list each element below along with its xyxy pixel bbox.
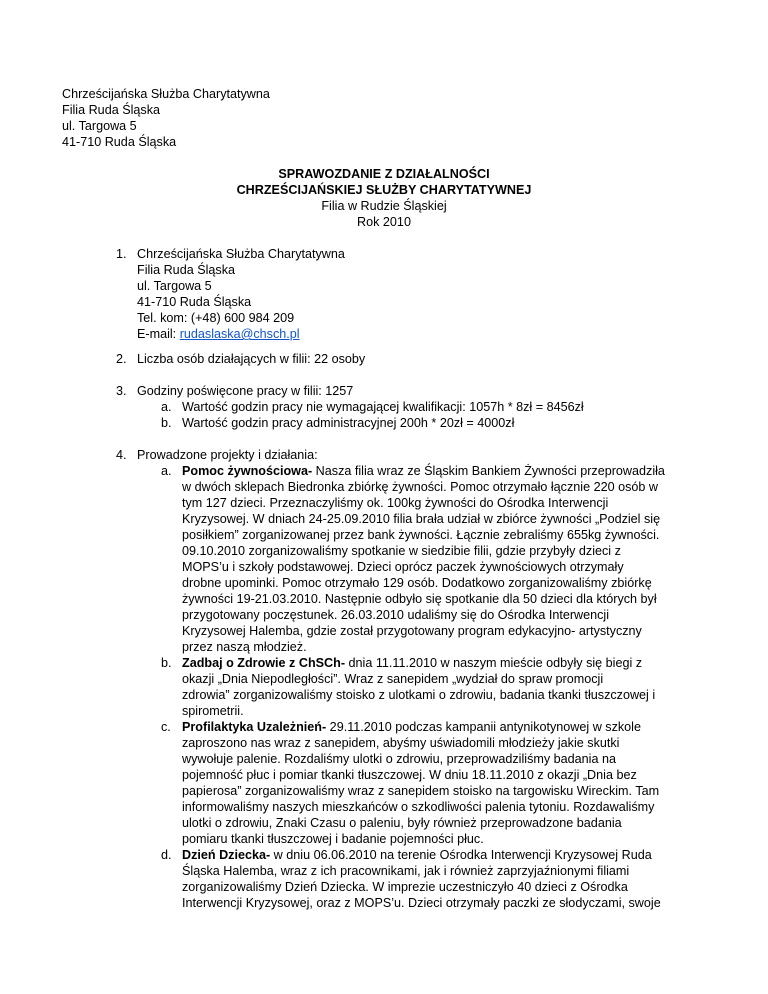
- sub-letter: b.: [161, 416, 172, 430]
- project-addiction-prevention: [161, 719, 681, 847]
- project-line: informowaliśmy naszych mieszkańców o szkodliwości palenia tytoniu. Rozdawaliśmy: [182, 800, 655, 814]
- item-2-number: 2.: [116, 352, 127, 366]
- sub-letter: d.: [161, 848, 172, 862]
- project-heading: Zadbaj o Zdrowie z ChSCh-: [182, 656, 346, 670]
- project-line: 29.11.2010 podczas kampanii antynikotynowej w szkole: [326, 720, 641, 734]
- title-line: SPRAWOZDANIE Z DZIAŁALNOŚCI: [278, 167, 490, 181]
- project-line: Kryzysowej Halemba, gdzie został przygotowany program edykacyjno- artystyczny: [182, 624, 642, 638]
- contact-line: 41-710 Ruda Śląska: [137, 295, 252, 309]
- sender-line: 41-710 Ruda Śląska: [62, 135, 177, 149]
- project-line: okazji „Dnia Niepodległości”. Wraz z sanepidem „wydział do spraw promocji: [182, 672, 604, 686]
- project-line: pojemność płuc i pomiar tkanki tłuszczowej. W dniu 18.11.2010 z okazji „Dnia bez: [182, 768, 637, 782]
- item-2-text: [137, 351, 365, 367]
- item-4-number: 4.: [116, 448, 127, 462]
- item-3-text: [137, 383, 353, 399]
- project-line: Śląska Halemba, wraz z ich pracownikami, jak i również zaprzyjaźnionymi filiami: [182, 864, 630, 878]
- sub-letter: a.: [161, 400, 172, 414]
- project-line: ulotki o zdrowiu, Znaki Czasu o paleniu, były również przeprowadzone badania: [182, 816, 622, 830]
- contact-email-line: [137, 326, 345, 342]
- project-line: wywołuje palenie. Rozdaliśmy ulotki o zdrowiu, przeprowadziliśmy badania na: [182, 752, 616, 766]
- project-line: Interwencji Kryzysowej, oraz z MOPS’u. Dzieci otrzymały paczki ze słodyczami, swoje: [182, 896, 661, 910]
- project-line: papierosa” zorganizowaliśmy wraz z sanepidem stoisko na targowisku Wireckim. Tam: [182, 784, 660, 798]
- project-line: tym 127 dzieci. Przeznaczyliśmy ok. 100kg żywności do Ośrodka Interwencji: [182, 496, 609, 510]
- document-title: [0, 166, 768, 230]
- project-line: Nasza filia wraz ze Śląskim Bankiem Żywności przeprowadziła: [312, 464, 665, 478]
- project-line: w dwóch sklepach Biedronka zbiórkę żywności. Pomoc otrzymało łącznie 220 osób w: [182, 480, 658, 494]
- project-childrens-day: [161, 847, 681, 911]
- project-heading: Pomoc żywnościowa-: [182, 464, 313, 478]
- project-line: spirometrii.: [182, 704, 244, 718]
- sub-text: Wartość godzin pracy administracyjnej 200h * 20zł = 4000zł: [182, 416, 515, 430]
- project-text: [182, 847, 681, 911]
- sub-text: Wartość godzin pracy nie wymagającej kwalifikacji: 1057h * 8zł = 8456zł: [182, 400, 584, 414]
- contact-line: Filia Ruda Śląska: [137, 263, 235, 277]
- project-heading: Dzień Dziecka-: [182, 848, 271, 862]
- project-text: [182, 655, 681, 719]
- item-4-text: [137, 447, 318, 463]
- item-1-contact: [137, 246, 345, 342]
- sub-letter: b.: [161, 656, 172, 670]
- contact-line: Chrześcijańska Służba Charytatywna: [137, 247, 345, 261]
- sender-line: Filia Ruda Śląska: [62, 103, 160, 117]
- project-line: przez naszą młodzież.: [182, 640, 307, 654]
- item-3-line: Godziny poświęcone pracy w filii: 1257: [137, 384, 354, 398]
- project-line: w dniu 06.06.2010 na terenie Ośrodka Interwencji Kryzysowej Ruda: [270, 848, 652, 862]
- item-3-number: 3.: [116, 384, 127, 398]
- project-line: dnia 11.11.2010 w naszym mieście odbyły się biegi z: [345, 656, 643, 670]
- project-text: [182, 719, 681, 847]
- project-line: Kryzysowej. W dniach 24-25.09.2010 filia brała udział w zbiórce żywności „Podziel się: [182, 512, 661, 526]
- project-line: zaproszono nas wraz z sanepidem, abyśmy uświadomili młodzieży jakie skutki: [182, 736, 620, 750]
- sender-line: ul. Targowa 5: [62, 119, 137, 133]
- sender-address: [62, 86, 270, 150]
- contact-line: Tel. kom: (+48) 600 984 209: [137, 311, 295, 325]
- project-line: pomiaru tkanki tłuszczowej i badanie pojemności płuc.: [182, 832, 484, 846]
- project-line: zorganizowaliśmy Dzień Dziecka. W imprezie uczestniczyło 40 dzieci z Ośrodka: [182, 880, 628, 894]
- item-2-line: Liczba osób działających w filii: 22 osoby: [137, 352, 366, 366]
- contact-line: ul. Targowa 5: [137, 279, 212, 293]
- project-line: żywności 19-21.03.2010. Następnie odbyło się spotkanie dla 50 dzieci dla których był: [182, 592, 657, 606]
- project-text: [182, 463, 681, 655]
- project-line: zdrowia” zorganizowaliśmy stoisko z ulotkami o zdrowiu, badania tkanki tłuszczowej i: [182, 688, 656, 702]
- item-1-number: 1.: [116, 247, 127, 261]
- title-line: Rok 2010: [357, 215, 411, 229]
- sender-line: Chrześcijańska Służba Charytatywna: [62, 87, 270, 101]
- sub-letter: a.: [161, 464, 172, 478]
- email-link[interactable]: rudaslaska@chsch.pl: [179, 327, 300, 341]
- project-line: 09.10.2010 zorganizowaliśmy spotkanie w siedzibie filii, gdzie przybyły dzieci z: [182, 544, 621, 558]
- title-line: Filia w Rudzie Śląskiej: [321, 199, 447, 213]
- email-label: E-mail:: [137, 327, 180, 341]
- sub-letter: c.: [161, 720, 171, 734]
- project-line: MOPS’u i szkoły podstawowej. Dzieci oprócz paczek żywnościowych otrzymały: [182, 560, 624, 574]
- project-heading: Profilaktyka Uzależnień-: [182, 720, 327, 734]
- project-line: posiłkiem” zorganizowanej przez bank żywności. Łącznie zebraliśmy 655kg żywności.: [182, 528, 660, 542]
- item-4-line: Prowadzone projekty i działania:: [137, 448, 318, 462]
- project-food-aid: [161, 463, 681, 655]
- project-health: [161, 655, 681, 719]
- title-line: CHRZEŚCIJAŃSKIEJ SŁUŻBY CHARYTATYWNEJ: [236, 183, 532, 197]
- item-3-sub-a: [161, 399, 681, 415]
- item-3-sub-b: [161, 415, 681, 431]
- project-line: drobne upominki. Pomoc otrzymało 129 osób. Dodatkowo zorganizowaliśmy zbiórkę: [182, 576, 652, 590]
- project-line: przygotowany poczęstunek. 26.03.2010 udaliśmy się do Ośrodka Interwencji: [182, 608, 610, 622]
